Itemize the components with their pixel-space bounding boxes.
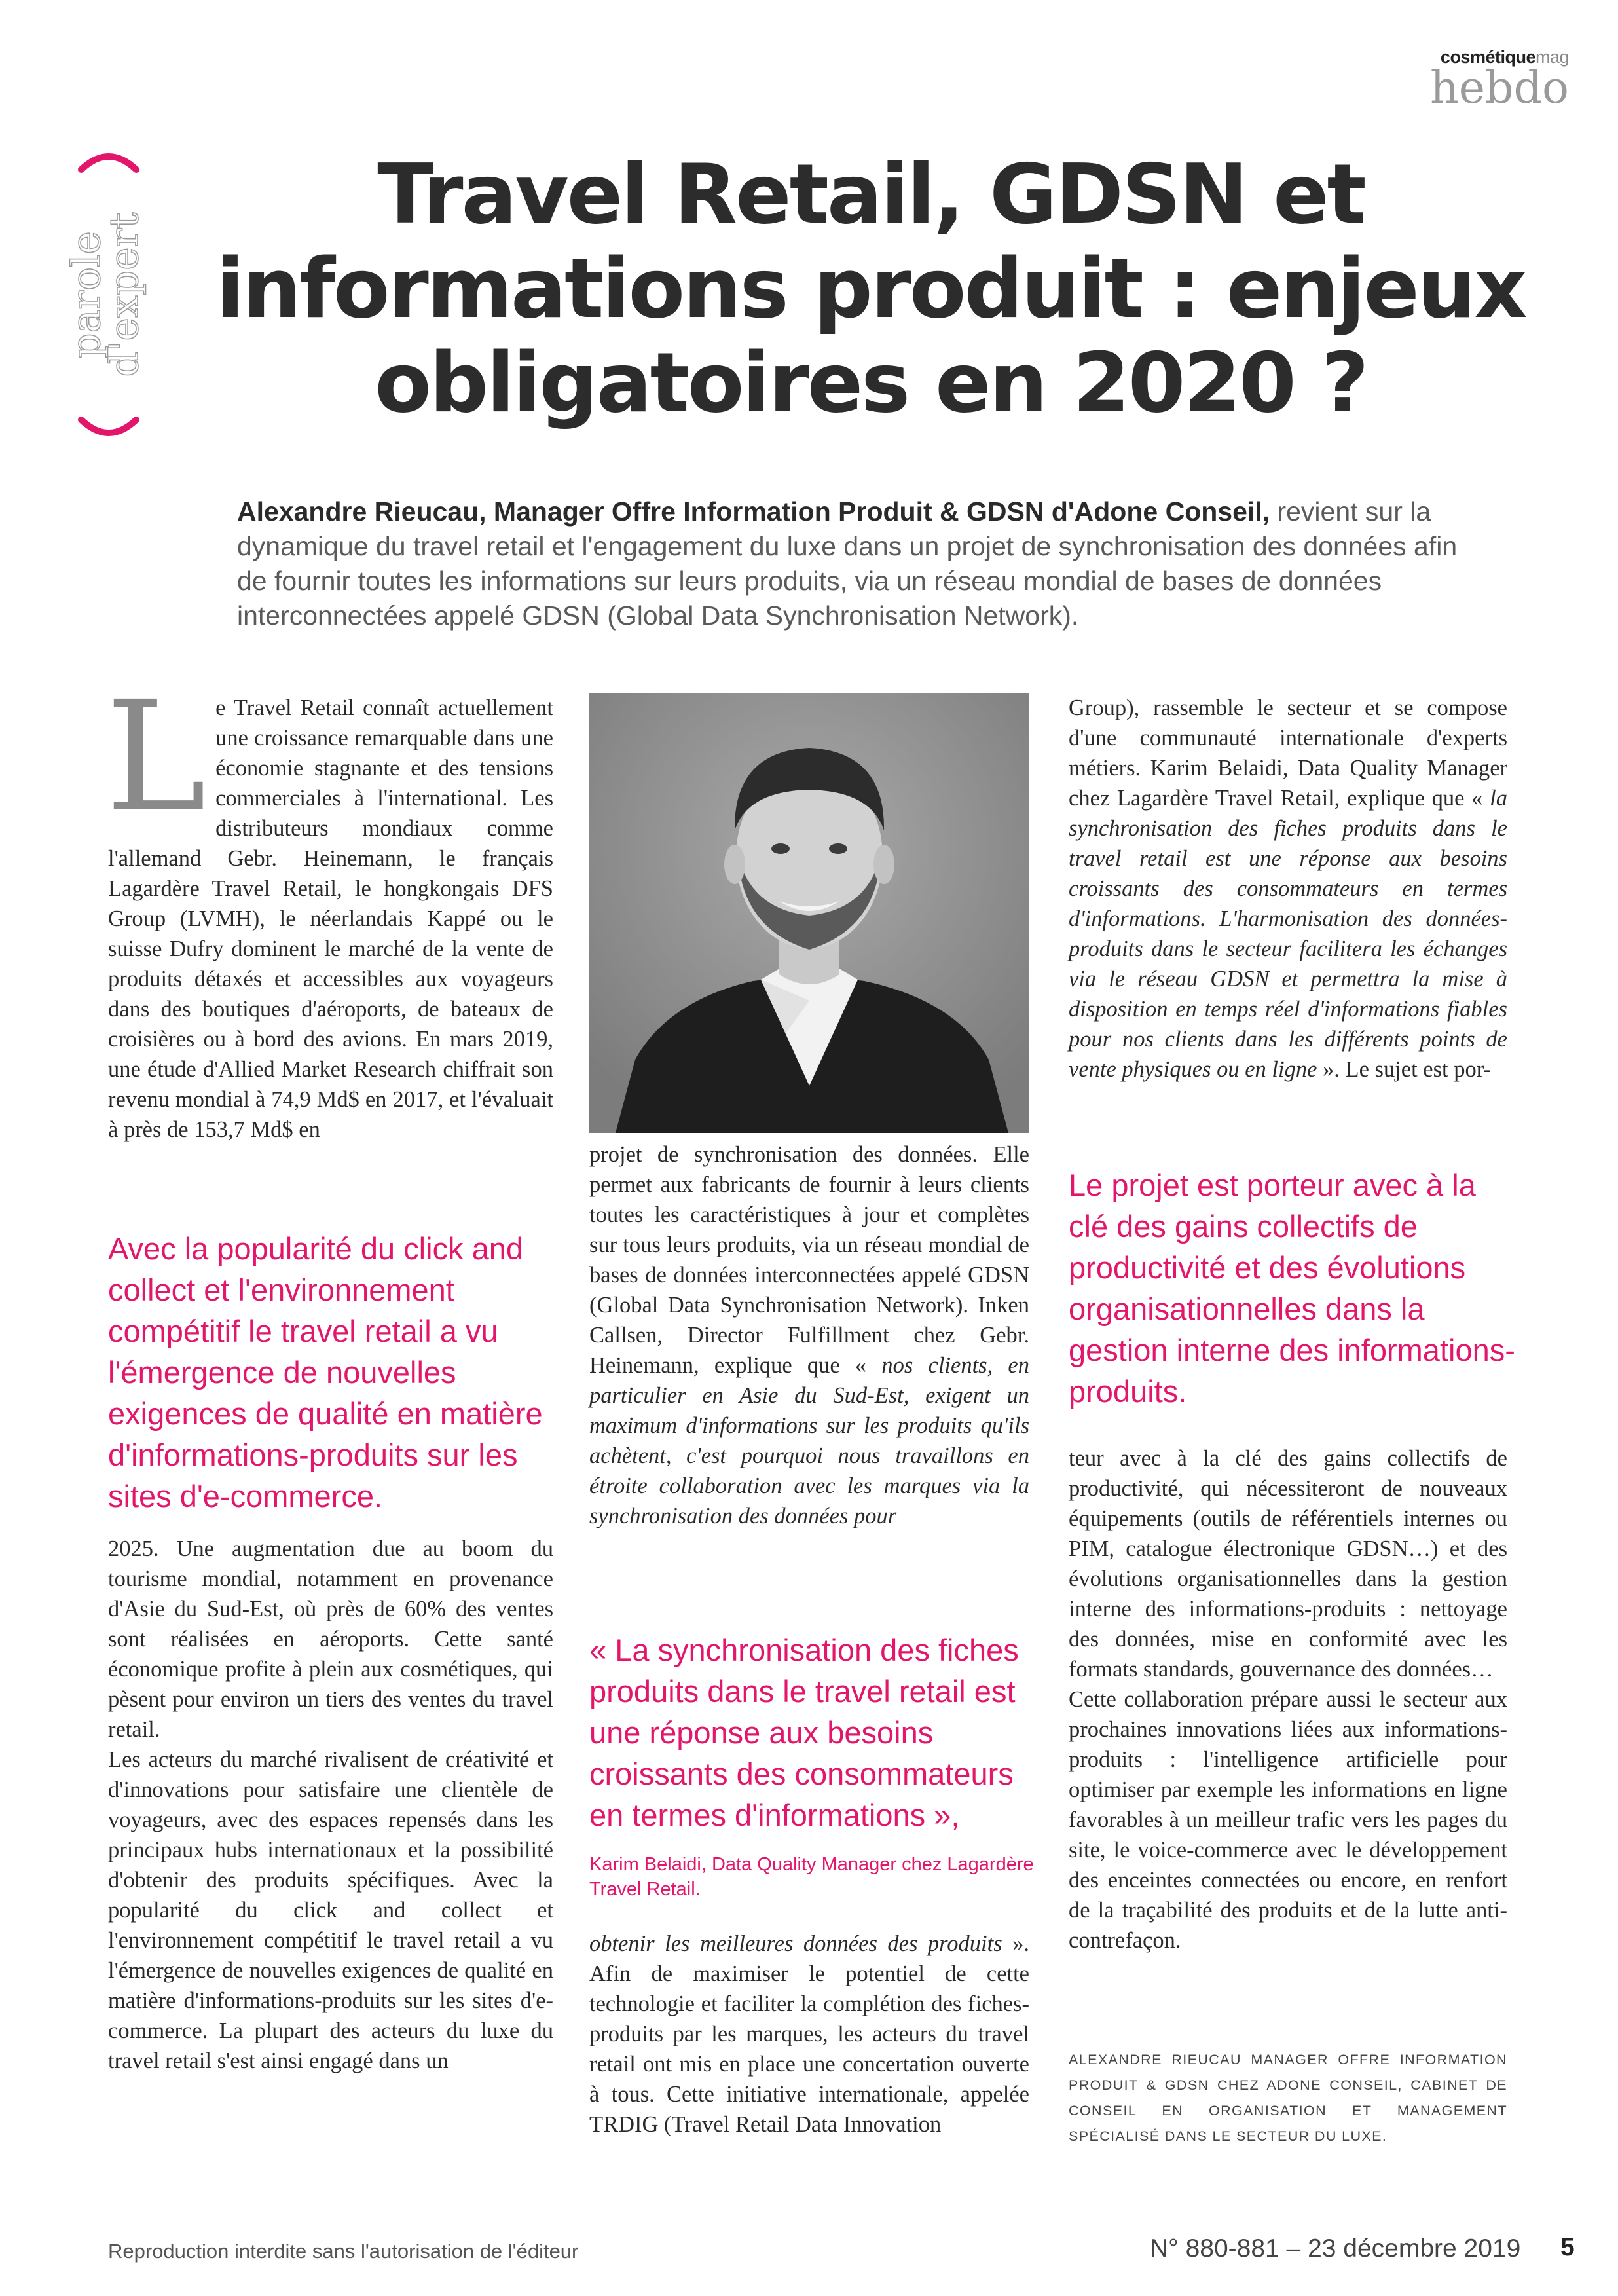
author-portrait-photo [589, 693, 1029, 1133]
masthead-logo [1399, 47, 1569, 114]
col1-paragraph-2: 2025. Une augmentation due au boom du tourisme mondial, notamment en provenance d'Asie du Sud-Est, où près de 60% des ventes sont réalisées en aéroports. Cette santé économique profite à plein aux cosmétiques, qui pèsent pour environ un tiers des ventes du travel retail. [108, 1536, 553, 1742]
drop-cap: L [105, 669, 207, 845]
title-line-2: informations produit : enjeux [216, 240, 1526, 337]
pull-quote-1: Avec la popularité du click and collect et l'environnement compétitif le travel retail a vu l'émergence de nouvelles exigences de qualité en matière d'informations-produits sur les sites d'e-commerce. [108, 1231, 543, 1513]
column-3-top [1069, 693, 1507, 1084]
footer-copyright: Reproduction interdite sans l'autorisation de l'éditeur [108, 2240, 579, 2263]
article-title [170, 147, 1572, 430]
page-number: 5 [1560, 2233, 1575, 2261]
col2-p1-text: projet de synchronisation des données. Elle permet aux fabricants de fournir à leurs clients toutes les caractéristiques à jour et complètes sur tous leurs produits, via un réseau mondial de bases de données interconnectées appelé GDSN (Global Data Synchronisation Network). Inken Callsen, Director Fulfillment chez Gebr. Heinemann, explique que « [589, 1142, 1029, 1378]
col3-paragraph-1 [1069, 693, 1507, 1084]
col2-p1-quote: nos clients, en particulier en Asie du Sud-Est, exigent un maximum d'informations sur les produits qu'ils achètent, c'est pourquoi nous travaillons en étroite collaboration avec les marques via la synchronisation des données pour [589, 1353, 1029, 1528]
edition-name: hebdo [1429, 62, 1569, 114]
col2-p2-text: ». Afin de maximiser le potentiel de cette technologie et faciliter la complétion des fiches-produits par les marques, les acteurs du travel retail ont mis en place une concertation ouverte à tous. Cette initiative internationale, appelée TRDIG (Travel Retail Data Innovation [589, 1931, 1030, 2137]
brand-name: cosmétique [1440, 47, 1535, 67]
lead-author: Alexandre Rieucau, Manager Offre Information Produit & GDSN d'Adone Conseil, [237, 496, 1270, 527]
col3-p1-text: Group), rassemble le secteur et se compose d'une communauté internationale d'experts métiers. Karim Belaidi, Data Quality Manager chez Lagardère Travel Retail, explique que « [1069, 695, 1507, 811]
pull-quote-2-attribution: Karim Belaidi, Data Quality Manager chez Lagardère Travel Retail. [589, 1854, 1034, 1900]
col1-paragraph-3: Les acteurs du marché rivalisent de créativité et d'innovations pour satisfaire une clientèle de voyageurs, avec des espaces repensés dans les principaux hubs internationaux et la possibilité d'obtenir des produits spécifiques. Avec la popularité du click and collect et l'environnement compétitif le travel retail a vu l'émergence de nouvelles exigences de qualité en matière d'informations-produits sur les sites d'e-commerce. La plupart des acteurs du luxe du travel retail s'est ainsi engagé dans un [108, 1747, 553, 2073]
lead-text: revient sur la dynamique du travel retail et l'engagement du luxe dans un projet de synchronisation des données afin de fournir toutes les informations sur leurs produits, via un réseau mondial de bases de données interconnectées appelé GDSN (Global Data Synchronisation Network). [237, 496, 1458, 631]
col3-paragraph-2: teur avec à la clé des gains collectifs de productivité, qui nécessiteront de nouveaux équipements (outils de référentiels internes ou PIM, catalogue électronique GDSN…) et des évolutions organisationnelles dans la gestion interne des informations-produits : nettoyage des données, mise en conformité avec les formats standards, gouvernance des données… [1069, 1446, 1507, 1682]
column-3-bottom [1069, 1443, 1507, 1955]
col1-paragraph-1: e Travel Retail connaît actuellement une croissance remarquable dans une économie stagnante et des tensions commerciales à l'international. Les distributeurs mondiaux comme l'allemand Gebr. Heinemann, le français Lagardère Travel Retail, le hongkongais DFS Group (LVMH), le néerlandais Kappé ou le suisse Dufry dominent le marché de la vente de produits détaxés et accessibles aux voyageurs dans des boutiques d'aéroports, de bateaux de croisières ou à bord des avions. En mars 2019, une étude d'Allied Market Research chiffrait son revenu mondial à 74,9 Md$ en 2017, et l'évaluait à près de 153,7 Md$ en [108, 695, 553, 1142]
title-line-1: Travel Retail, GDSN et [377, 146, 1365, 242]
col2-paragraph-2 [589, 1929, 1029, 2139]
col2-p2-quote: obtenir les meilleures données des produits [589, 1931, 1002, 1956]
article-standfirst [237, 494, 1475, 633]
col2-paragraph-1 [589, 1139, 1029, 1531]
pull-quote-2: « La synchronisation des fiches produits dans le travel retail est une réponse aux besoins croissants des consommateurs en termes d'informations », [589, 1633, 1019, 1832]
section-bracket-bottom [81, 420, 136, 433]
column-2-bottom [589, 1929, 1029, 2139]
col3-paragraph-3: Cette collaboration prépare aussi le secteur aux prochaines innovations liées aux informations-produits : l'intelligence artificielle pour optimiser par exemple les informations en ligne favorables à un meilleur trafic vers les pages du site, le voice-commerce avec le développement des enceintes connectées ou encore, en renfort de la traçabilité des produits et de la lutte anti-contrefaçon. [1069, 1687, 1507, 1953]
section-word-2: d'expert [101, 212, 147, 377]
section-tag [64, 147, 148, 442]
section-bracket-top [81, 157, 136, 170]
pull-quote-3: Le projet est porteur avec à la clé des gains collectifs de productivité et des évolutions organisationnelles dans la gestion interne des informations-produits. [1069, 1168, 1515, 1409]
column-1-top [105, 669, 553, 1145]
footer-issue-date: N° 880-881 – 23 décembre 2019 [1150, 2234, 1521, 2263]
section-word-1: parole [64, 231, 109, 358]
brand-suffix: mag [1535, 47, 1569, 67]
column-2-top [589, 1139, 1029, 1531]
col3-p1-tail: ». Le sujet est por- [1317, 1057, 1492, 1082]
author-signature: ALEXANDRE RIEUCAU MANAGER OFFRE INFORMATION PRODUIT & GDSN CHEZ ADONE CONSEIL, CABINET DE CONSEIL EN ORGANISATION ET MANAGEMENT SPÉCIALISÉ DANS LE SECTEUR DU LUXE. [1069, 2052, 1507, 2144]
column-1-bottom [108, 1534, 553, 2076]
title-line-3: obligatoires en 2020 ? [375, 335, 1367, 431]
col3-p1-quote: la synchronisation des fiches produits dans le travel retail est une réponse aux besoins croissants des consommateurs en termes d'informations. L'harmonisation des données-produits dans le secteur facilitera les échanges via le réseau GDSN et permettra la mise à disposition en temps réel d'informations fiables pour nos clients dans les différents points de vente physiques ou en ligne [1069, 786, 1507, 1082]
